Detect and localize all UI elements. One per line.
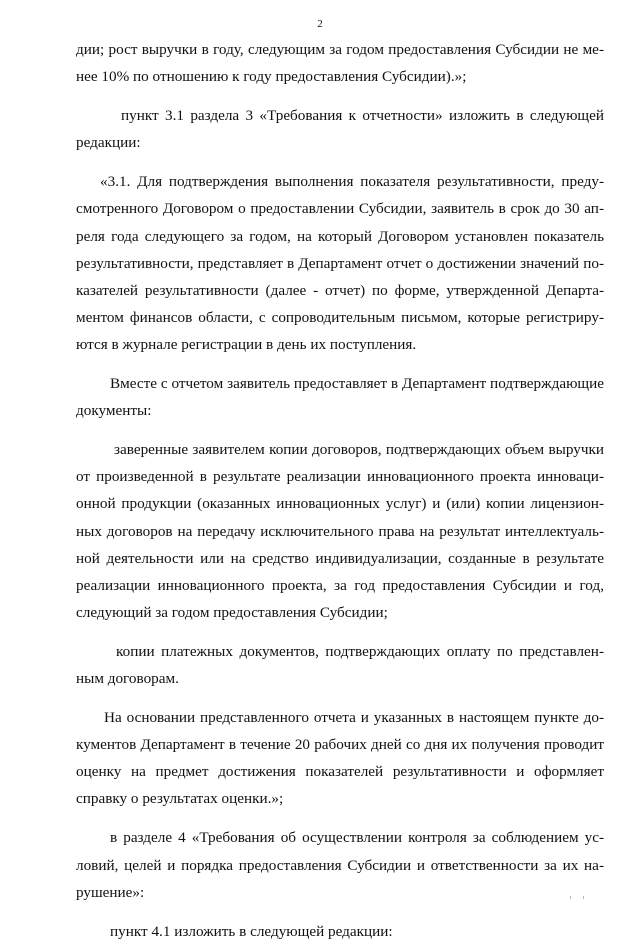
paragraph-section-4: в разделе 4 «Требования об осуществлении контроля за соблюдением условий, целей и порядка предоставления Субсидии и ответственности за их нарушение»: [76, 829, 604, 901]
paragraph-amendment-3-1: пункт 3.1 раздела 3 «Требования к отчетности» изложить в следующей редакции: [76, 107, 604, 152]
paragraph-continuation: дии; рост выручки в году, следующим за годом предоставления Субсидии не менее 10% по отношению к году предоставления Субсидии).»; [76, 41, 604, 86]
paragraph-department-review: На основании представленного отчета и указанных в настоящем пункте документов Департамент в течение 20 рабочих дней со дня их получения проводит оценку на предмет достижения показателей результативности и оформляет справку о результатах оценки.»; [76, 709, 604, 808]
paragraph-payment-documents: копии платежных документов, подтверждающих оплату по представленным договорам. [76, 642, 604, 687]
page-number: 2 [317, 18, 323, 30]
scan-artifact [570, 896, 584, 899]
document-body [76, 36, 604, 945]
paragraph-amendment-4-1: пункт 4.1 изложить в следующей редакции: [110, 922, 393, 940]
paragraph-clause-3-1: «3.1. Для подтверждения выполнения показателя результативности, предусмотренного Договором о предоставлении Субсидии, заявитель в срок до 30 апреля года следующего за годом, на который Договором установлен показатель результативности, представляет в Департамент отчет о достижении значений показателей результативности (далее - отчет) по форме, утвержденной Департаментом финансов области, с сопроводительным письмом, которые регистрируются в журнале регистрации в день их поступления. [76, 173, 604, 353]
paragraph-supporting-documents: Вместе с отчетом заявитель предоставляет в Департамент подтверждающие документы: [76, 375, 604, 420]
paragraph-contract-copies: заверенные заявителем копии договоров, подтверждающих объем выручки от произведенной в результате реализации инновационного проекта инновационной продукции (оказанных инновационных услуг) и (или) копии лицензионных договоров на передачу исключительного права на результат интеллектуальной деятельности или на средство индивидуализации, созданные в результате реализации инновационного проекта, за год предоставления Субсидии и год, следующий за годом предоставления Субсидии; [76, 441, 604, 621]
